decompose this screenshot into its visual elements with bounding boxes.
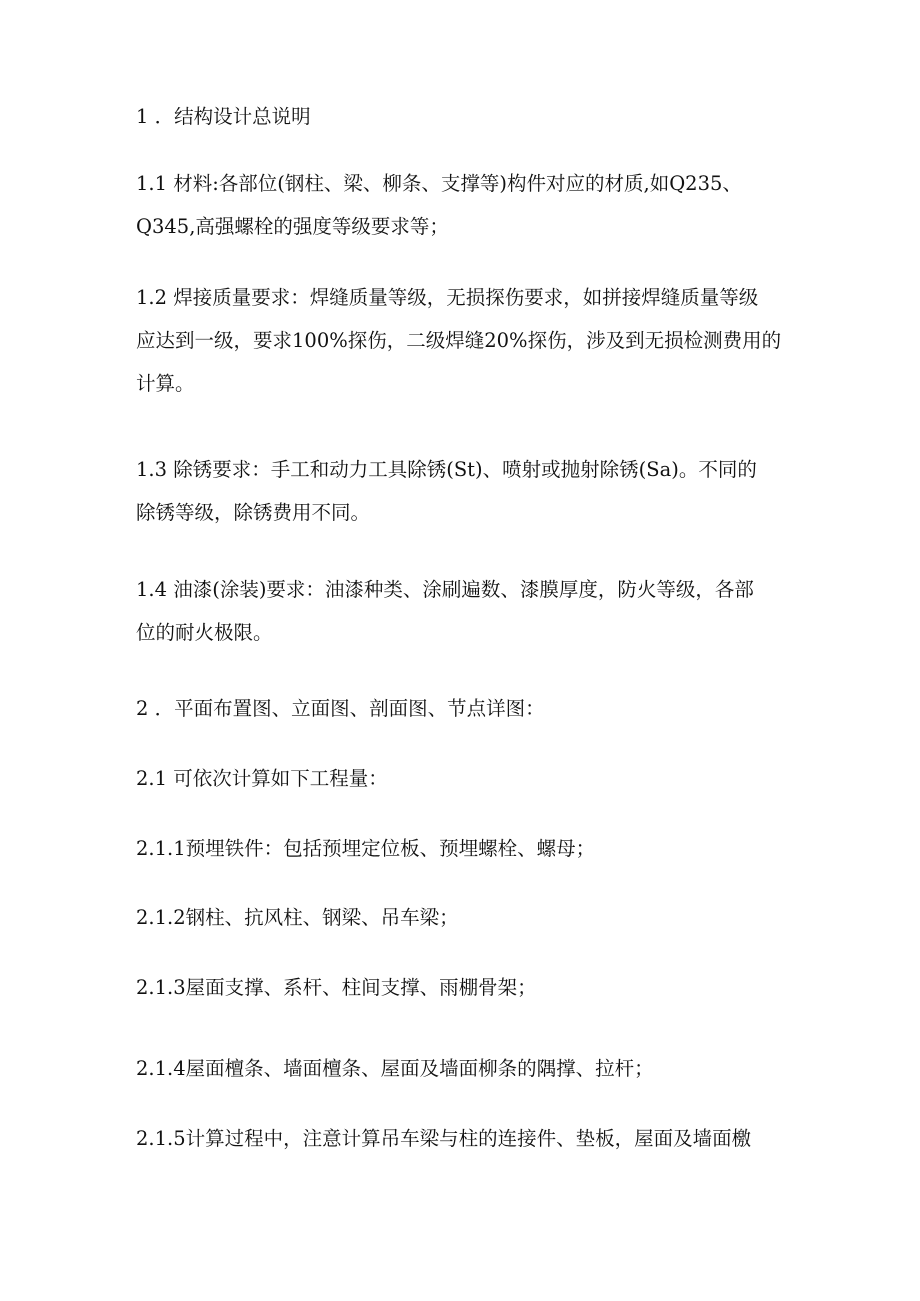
paragraph-roof-bracing bbox=[136, 966, 796, 1009]
heading-structural-design-notes bbox=[136, 95, 796, 138]
text-line: 2.1.4屋面檀条、墙面檀条、屋面及墙面柳条的隅撑、拉杆； bbox=[136, 1057, 654, 1080]
text-line: 2.1.5计算过程中，注意计算吊车梁与柱的连接件、垫板，屋面及墙面檄 bbox=[136, 1127, 752, 1150]
paragraph-connections bbox=[136, 1117, 796, 1160]
paragraph-quantities bbox=[136, 757, 796, 800]
text-line: 2.1.3屋面支撑、系杆、柱间支撑、雨棚骨架； bbox=[136, 976, 537, 999]
text-line: 除锈等级，除锈费用不同。 bbox=[136, 501, 371, 524]
heading-drawings bbox=[136, 687, 796, 730]
text-line: 应达到一级，要求100%探伤，二级焊缝20%探伤，涉及到无损检测费用的 bbox=[136, 329, 782, 352]
paragraph-embedded-parts bbox=[136, 827, 796, 870]
text-line: 2 ．平面布置图、立面图、剖面图、节点详图： bbox=[136, 697, 545, 720]
text-line: 2.1.2钢柱、抗风柱、钢梁、吊车梁； bbox=[136, 906, 459, 929]
paragraph-purlins bbox=[136, 1047, 796, 1090]
paragraph-rust-removal bbox=[136, 448, 796, 534]
text-line: 2.1 可依次计算如下工程量： bbox=[136, 767, 388, 790]
text-line: 1 ．结构设计总说明 bbox=[136, 105, 311, 128]
paragraph-painting bbox=[136, 568, 796, 654]
text-line: 1.3 除锈要求：手工和动力工具除锈(St)、喷射或抛射除锈(Sa)。不同的 bbox=[136, 458, 757, 481]
paragraph-columns-beams bbox=[136, 896, 796, 939]
text-line: 1.4 油漆(涂装)要求：油漆种类、涂刷遍数、漆膜厚度，防火等级，各部 bbox=[136, 578, 754, 601]
text-line: 1.1 材料:各部位(钢柱、梁、柳条、支撑等)构件对应的材质,如Q235、 bbox=[136, 172, 742, 195]
text-line: 位的耐火极限。 bbox=[136, 621, 273, 644]
text-line: 2.1.1预埋铁件：包括预埋定位板、预埋螺栓、螺母； bbox=[136, 837, 596, 860]
paragraph-welding-quality bbox=[136, 276, 796, 405]
text-line: Q345,高强螺栓的强度等级要求等； bbox=[136, 215, 449, 238]
text-line: 计算。 bbox=[136, 372, 195, 395]
text-line: 1.2 焊接质量要求：焊缝质量等级，无损探伤要求，如拼接焊缝质量等级 bbox=[136, 286, 759, 309]
paragraph-materials bbox=[136, 162, 796, 248]
